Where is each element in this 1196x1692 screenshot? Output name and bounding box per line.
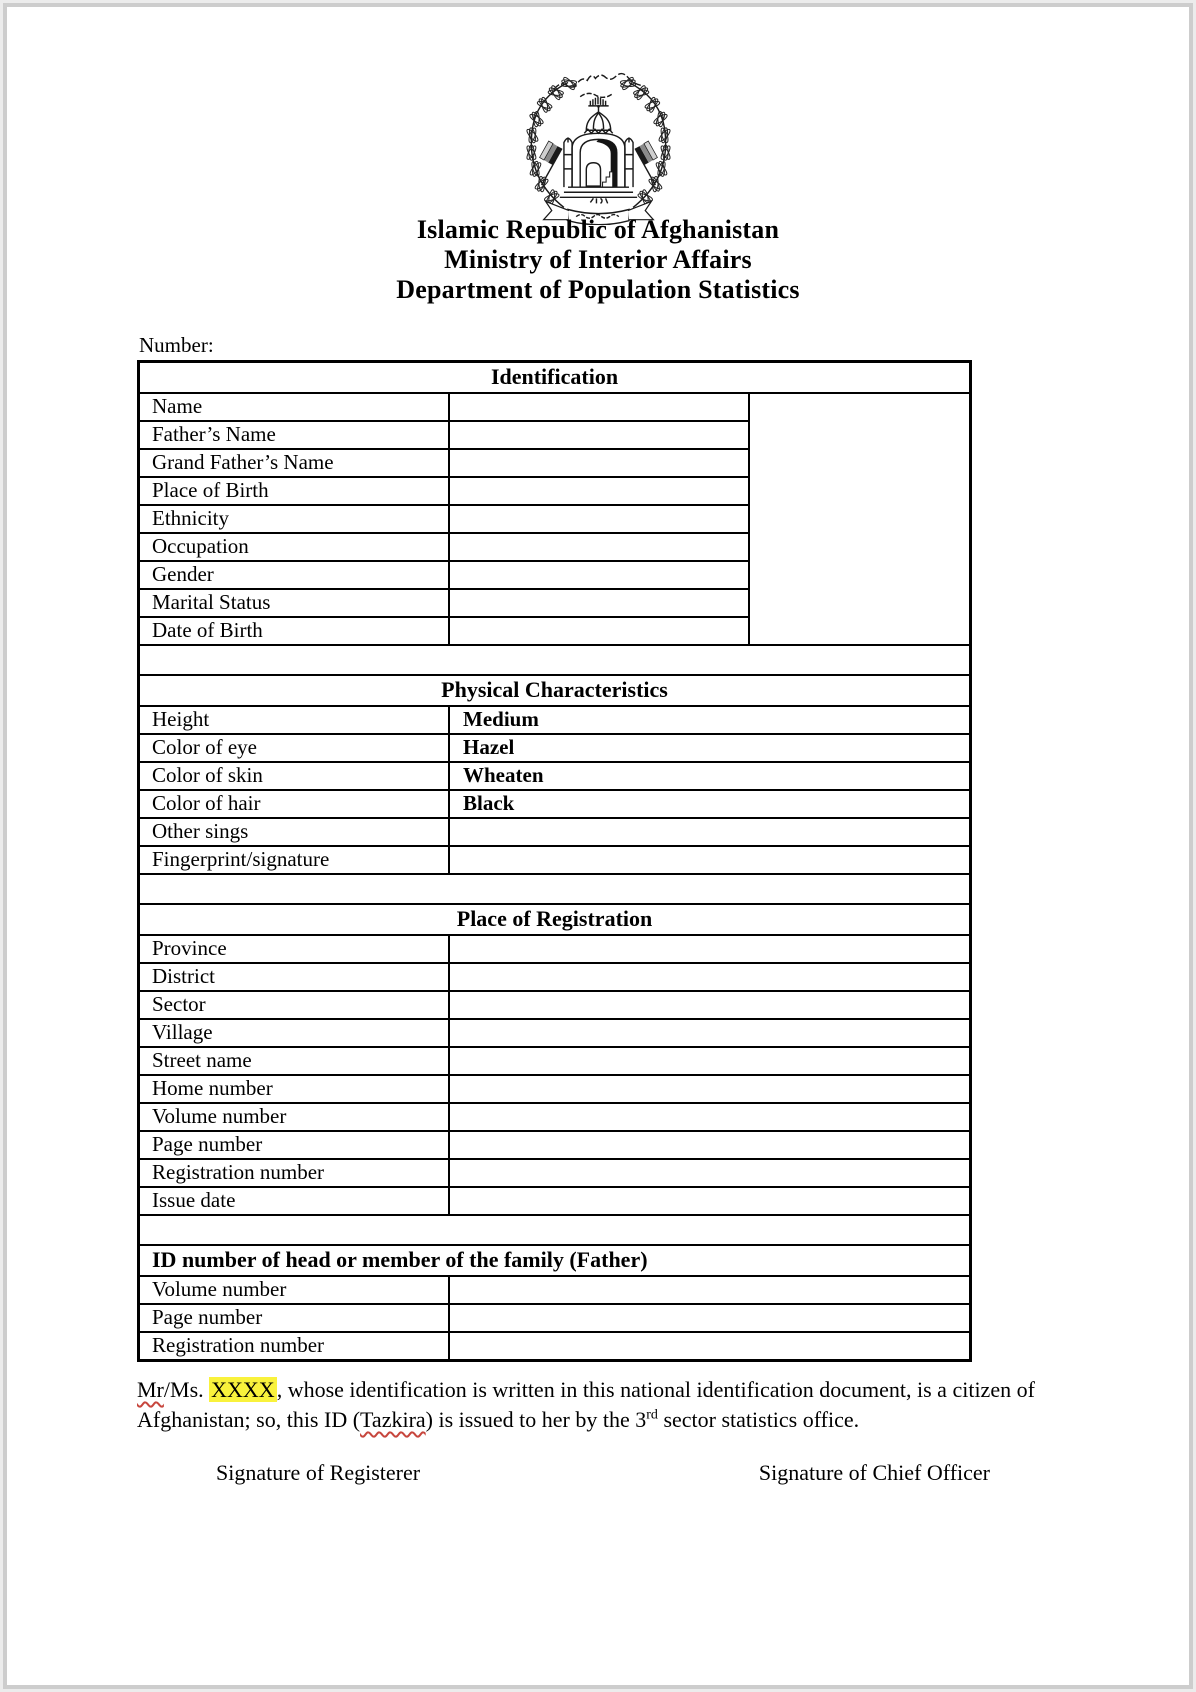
misspelled-tazkira: Tazkira [360,1407,426,1432]
table-row [140,422,748,450]
table-row [140,1020,969,1048]
table-row [140,394,748,422]
value-cell-fathers-name[interactable] [450,422,748,448]
section-title-physical: Physical Characteristics [140,676,969,707]
label-issue-date: Issue date [140,1188,450,1214]
value-cell-grand-fathers-name[interactable] [450,450,748,476]
value-cell-home-number[interactable] [450,1076,969,1102]
value-cell-family-page-number[interactable] [450,1305,969,1331]
form-content [137,334,1065,1486]
table-row [140,992,969,1020]
page-body [3,3,1193,1689]
afghanistan-emblem-icon [505,67,693,225]
table-row [140,562,748,590]
table-row [140,534,748,562]
label-other-sings: Other sings [140,819,450,845]
title-department: Department of Population Statistics [396,275,800,304]
table-row [140,506,748,534]
label-registration-number: Registration number [140,1160,450,1186]
value-cell-registration-number[interactable] [450,1160,969,1186]
signature-chief-officer-label: Signature of Chief Officer [758,1460,990,1485]
value-cell-province[interactable] [450,936,969,962]
value-cell-street-name[interactable] [450,1048,969,1074]
table-row [140,1160,969,1188]
table-row [140,964,969,992]
label-family-volume-number: Volume number [140,1277,450,1303]
label-color-of-skin: Color of skin [140,763,450,789]
table-row [140,819,969,847]
statement-text: /Ms. [163,1377,210,1402]
label-village: Village [140,1020,450,1046]
spacer-row [140,1216,969,1246]
value-cell-page-number[interactable] [450,1132,969,1158]
label-family-registration-number: Registration number [140,1333,450,1359]
table-row [140,478,748,506]
statement-text: sector statistics office. [657,1407,860,1432]
label-province: Province [140,936,450,962]
value-cell-other-sings[interactable] [450,819,969,845]
table-row [140,618,748,644]
value-cell-family-registration-number[interactable] [450,1333,969,1359]
table-row [140,791,969,819]
label-occupation: Occupation [140,534,450,560]
document-header [7,215,1189,305]
table-row [140,847,969,875]
statement-paragraph [137,1375,1063,1435]
statement-text: , whose identification is written in this national identification document, is a citizen of Afghanistan; so, this ID ( [137,1377,1035,1432]
value-cell-fingerprint-signature[interactable] [450,847,969,873]
value-cell-village[interactable] [450,1020,969,1046]
label-color-of-hair: Color of hair [140,791,450,817]
value-cell-issue-date[interactable] [450,1188,969,1214]
id-form-table [137,360,972,1362]
label-page-number: Page number [140,1132,450,1158]
signature-registerer-label: Signature of Registerer [216,1460,421,1485]
misspelled-mr: Mr [137,1377,164,1402]
highlighted-name-placeholder: XXXX [211,1377,275,1402]
table-row [140,735,969,763]
label-place-of-birth: Place of Birth [140,478,450,504]
table-row [140,936,969,964]
identification-section [140,394,969,646]
table-row [140,1277,969,1305]
value-cell-district[interactable] [450,964,969,990]
value-cell-occupation[interactable] [450,534,748,560]
signature-row [137,1460,1065,1486]
table-row [140,1188,969,1216]
table-row [140,1305,969,1333]
value-cell-date-of-birth[interactable] [450,618,748,644]
label-home-number: Home number [140,1076,450,1102]
statement-text: ) is issued to her by the 3 [425,1407,647,1432]
number-label: Number: [139,333,214,357]
value-cell-sector[interactable] [450,992,969,1018]
value-cell-color-of-skin[interactable]: Wheaten [463,763,544,787]
value-cell-height[interactable]: Medium [463,707,539,731]
spacer-row [140,875,969,905]
table-row [140,707,969,735]
label-street-name: Street name [140,1048,450,1074]
label-fingerprint-signature: Fingerprint/signature [140,847,450,873]
table-row [140,1132,969,1160]
label-sector: Sector [140,992,450,1018]
spacer-row [140,646,969,676]
identification-rows [140,394,748,644]
value-cell-color-of-eye[interactable]: Hazel [463,735,515,759]
section-title-registration: Place of Registration [140,905,969,936]
value-cell-place-of-birth[interactable] [450,478,748,504]
section-title-family-id: ID number of head or member of the family (Father) [140,1246,969,1277]
value-cell-gender[interactable] [450,562,748,588]
label-fathers-name: Father’s Name [140,422,450,448]
label-grand-fathers-name: Grand Father’s Name [140,450,450,476]
table-row [140,1104,969,1132]
label-color-of-eye: Color of eye [140,735,450,761]
title-ministry: Ministry of Interior Affairs [444,245,752,274]
label-district: District [140,964,450,990]
table-row [140,1048,969,1076]
label-volume-number: Volume number [140,1104,450,1130]
ordinal-suffix: rd [646,1407,658,1423]
label-family-page-number: Page number [140,1305,450,1331]
label-date-of-birth: Date of Birth [140,618,450,644]
table-row [140,763,969,791]
section-title-identification: Identification [140,363,969,394]
table-row [140,590,748,618]
value-cell-name[interactable] [450,394,748,420]
table-row [140,1076,969,1104]
label-name: Name [140,394,450,420]
value-cell-volume-number[interactable] [450,1104,969,1130]
label-marital-status: Marital Status [140,590,450,616]
value-cell-ethnicity[interactable] [450,506,748,532]
label-gender: Gender [140,562,450,588]
value-cell-marital-status[interactable] [450,590,748,616]
table-row [140,1333,969,1359]
label-height: Height [140,707,450,733]
table-row [140,450,748,478]
title-country: Islamic Republic of Afghanistan [416,215,780,244]
label-ethnicity: Ethnicity [140,506,450,532]
value-cell-color-of-hair[interactable]: Black [463,791,515,815]
photo-box[interactable] [748,394,969,644]
value-cell-family-volume-number[interactable] [450,1277,969,1303]
